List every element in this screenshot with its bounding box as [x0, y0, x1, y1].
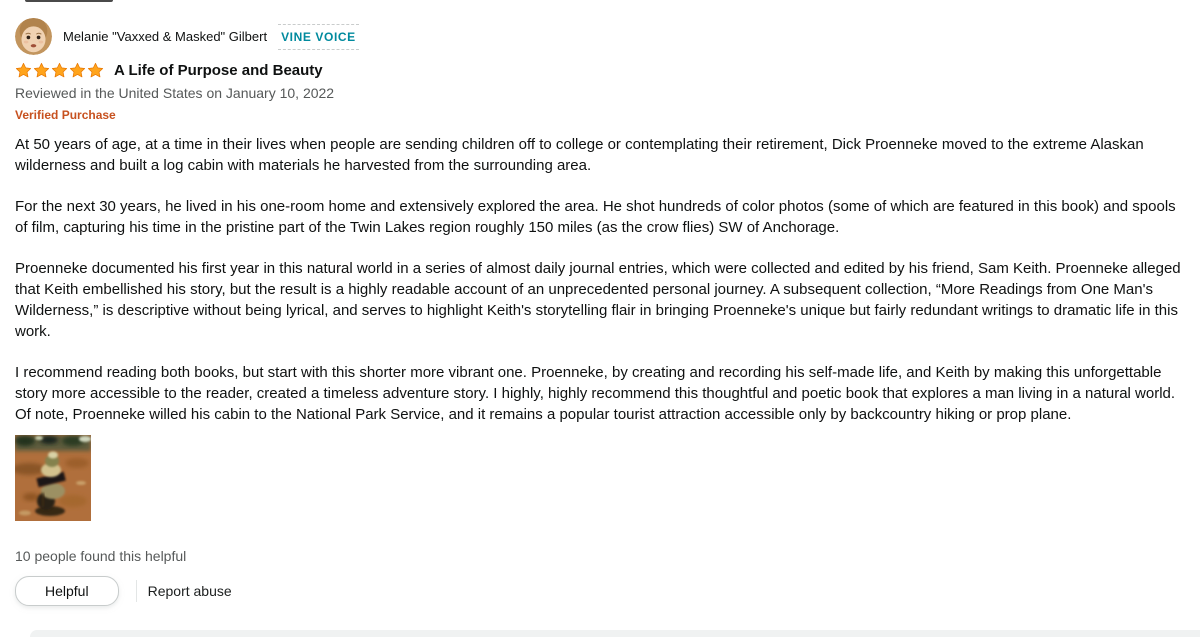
star-icon — [15, 62, 32, 79]
star-icon — [69, 62, 86, 79]
report-abuse-link[interactable]: Report abuse — [147, 583, 232, 599]
reviewer-avatar[interactable] — [15, 18, 52, 55]
vine-voice-badge: VINE VOICE — [278, 24, 359, 50]
helpful-count: 10 people found this helpful — [15, 548, 187, 564]
review-paragraph-3: Proenneke documented his first year in this natural world in a series of almost daily journal entries, which were collected and edited by his friend, Sam Keith. Proenneke alleged that Keith embellished his story, but the result is a highly readable account of an unprecedented personal journey. A subsequent collection, “More Readings from One Man's Wilderness,” is descriptive without being lyrical, and serves to highlight Keith's storytelling flair in bringing Proenneke's unique but fairly redundant writings to dramatic life in this work. — [15, 260, 1181, 340]
review-image-thumbnail[interactable] — [15, 435, 91, 521]
review-title[interactable]: A Life of Purpose and Beauty — [114, 62, 323, 79]
verified-purchase-label[interactable]: Verified Purchase — [15, 108, 116, 122]
rating-title-row — [15, 62, 1187, 79]
star-rating[interactable] — [15, 62, 105, 79]
review-paragraph-2: For the next 30 years, he lived in his one-room home and extensively explored the area. He shot hundreds of color photos (some of which are featured in this book) and spools of film, capturing his time in the pristine part of the Twin Lakes region roughly 150 miles (as the crow flies) SW of Anchorage. — [15, 198, 1176, 236]
star-icon — [87, 62, 104, 79]
next-section-edge — [30, 630, 1200, 637]
review-date-line: Reviewed in the United States on January 10, 2022 — [15, 85, 335, 101]
helpful-button[interactable]: Helpful — [15, 576, 119, 606]
review-body — [15, 134, 1187, 425]
review-card — [15, 0, 1187, 606]
reviewer-name[interactable]: Melanie "Vaxxed & Masked" Gilbert — [63, 29, 268, 44]
star-icon — [33, 62, 50, 79]
reviewer-profile-row[interactable] — [15, 18, 1187, 55]
review-actions-row — [15, 576, 1187, 606]
actions-divider — [136, 580, 137, 602]
review-paragraph-4: I recommend reading both books, but start with this shorter more vibrant one. Proenneke, by creating and recording his self-made life, and Keith by making this unforgettable story more accessible to the reader, created a timeless adventure story. I highly, highly recommend this thoughtful and poetic book that explores a man living in a natural world. Of note, Proenneke willed his cabin to the National Park Service, and it remains a popular tourist attraction accessible only by backcountry hiking or prop plane. — [15, 364, 1176, 423]
star-icon — [51, 62, 68, 79]
review-paragraph-1: At 50 years of age, at a time in their lives when people are sending children off to college or contemplating their retirement, Dick Proenneke moved to the extreme Alaskan wilderness and built a log cabin with materials he harvested from the surrounding area. — [15, 136, 1144, 174]
